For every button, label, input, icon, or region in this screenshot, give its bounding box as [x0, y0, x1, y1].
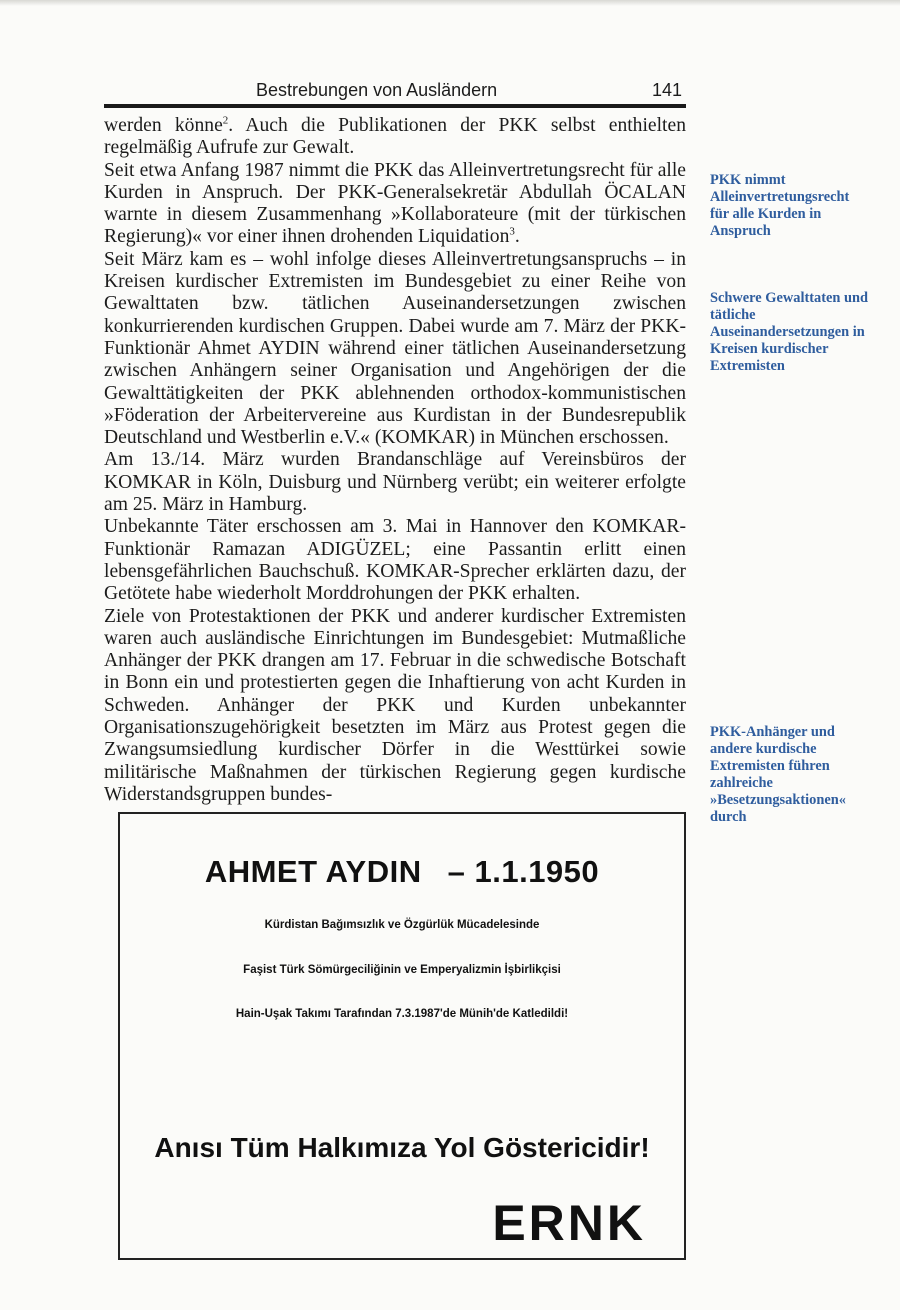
margin-note-3: PKK-Anhänger und andere kurdische Extremisten führen zahlreiche »Besetzungsaktionen« durch — [710, 724, 846, 825]
paragraph-6: Ziele von Protestaktionen der PKK und anderer kurdischer Extremisten waren auch ausländische Einrichtungen im Bundesgebiet: Mutmaßliche Anhänger der PKK drangen am 17. Februar in die schwedische Botschaft in Bonn ein und protestierten gegen die Inhaftierung von acht Kurden in Schweden. Anhänger der PKK und Kurden unbekannter Organisationszugehörigkeit besetzten im März aus Protest gegen die Zwangsumsiedlung kurdischer Dörfer in die Westtürkei sowie militärische Maßnahmen der türkischen Regierung gegen kurdische Widerstandsgruppen bundes- — [104, 605, 686, 805]
paragraph-2: Seit etwa Anfang 1987 nimmt die PKK das Alleinvertretungsrecht für alle Kurden in Anspruch. Der PKK-Generalsekretär Abdullah ÖCALAN warnte in diesem Zusammenhang »Kollaborateure (mit der türkischen Regierung)« vor einer ihnen drohenden Liquidation$^3$. — [104, 159, 686, 248]
ad-organization: ERNK — [492, 1195, 646, 1251]
running-title: Bestrebungen von Ausländern — [256, 80, 498, 100]
footnote-ref-2: 2 — [222, 114, 229, 127]
header-rule — [104, 104, 686, 108]
page-number: 141 — [651, 80, 682, 100]
ad-dash: – — [447, 854, 466, 889]
ad-line-2: Faşist Türk Sömürgeciliğinin ve Emperyalizmin İşbirlikçisi — [243, 964, 561, 976]
paragraph-3: Seit März kam es – wohl infolge dieses Alleinvertretungsanspruchs – in Kreisen kurdischer Extremisten im Bundesgebiet zu einer Reihe von Gewalttaten bzw. tätlichen Auseinandersetzungen zwischen konkurrierenden kurdischen Gruppen. Dabei wurde am 7. März der PKK-Funktionär Ahmet AYDIN während einer tätlichen Auseinandersetzung zwischen Anhängern seiner Organisation und Angehörigen der die Gewalttätigkeiten der PKK ablehnenden orthodox-kommunistischen »Föderation der Arbeitervereine aus Kurdistan in der Bundesrepublik Deutschland und Westberlin e.V.« (KOMKAR) in München erschossen. — [104, 248, 686, 449]
ad-name: AHMET AYDIN — [204, 854, 422, 889]
footnote-ref-3: 3 — [509, 225, 515, 238]
running-header — [104, 80, 686, 102]
ad-line-1: Kürdistan Bağımsızlık ve Özgürlük Mücadelesinde — [264, 919, 540, 931]
margin-note-2: Schwere Gewalttaten und tätliche Auseinandersetzungen in Kreisen kurdischer Extremisten — [710, 290, 869, 374]
ad-line-3: Hain-Uşak Takımı Tarafından 7.3.1987'de Münih'de Katledildi! — [235, 1008, 569, 1020]
ad-slogan: Anısı Tüm Halkımıza Yol Göstericidir! — [154, 1132, 650, 1163]
ad-date: 1.1.1950 — [474, 854, 600, 889]
paragraph-4: Am 13./14. März wurden Brandanschläge auf Vereinsbüros der KOMKAR in Köln, Duisburg und Nürnberg verübt; ein weiterer erfolgte am 25. März in Hamburg. — [104, 449, 686, 516]
paragraph-1: werden könne$^2$. Auch die Publikationen der PKK selbst enthielten regelmäßig Aufrufe zur Gewalt. — [104, 114, 686, 159]
ad-title — [120, 854, 684, 890]
memorial-advertisement — [118, 812, 686, 1260]
margin-note-1: PKK nimmt Alleinvertretungsrecht für alle Kurden in Anspruch — [710, 172, 850, 239]
body-text — [104, 115, 686, 806]
page-top-edge — [0, 0, 900, 6]
paragraph-5: Unbekannte Täter erschossen am 3. Mai in Hannover den KOMKAR-Funktionär Ramazan ADIGÜZEL; eine Passantin erlitt einen lebensgefährlichen Bauchschuß. KOMKAR-Sprecher erklärten dazu, der Getötete habe wiederholt Morddrohungen der PKK erhalten. — [104, 516, 686, 605]
